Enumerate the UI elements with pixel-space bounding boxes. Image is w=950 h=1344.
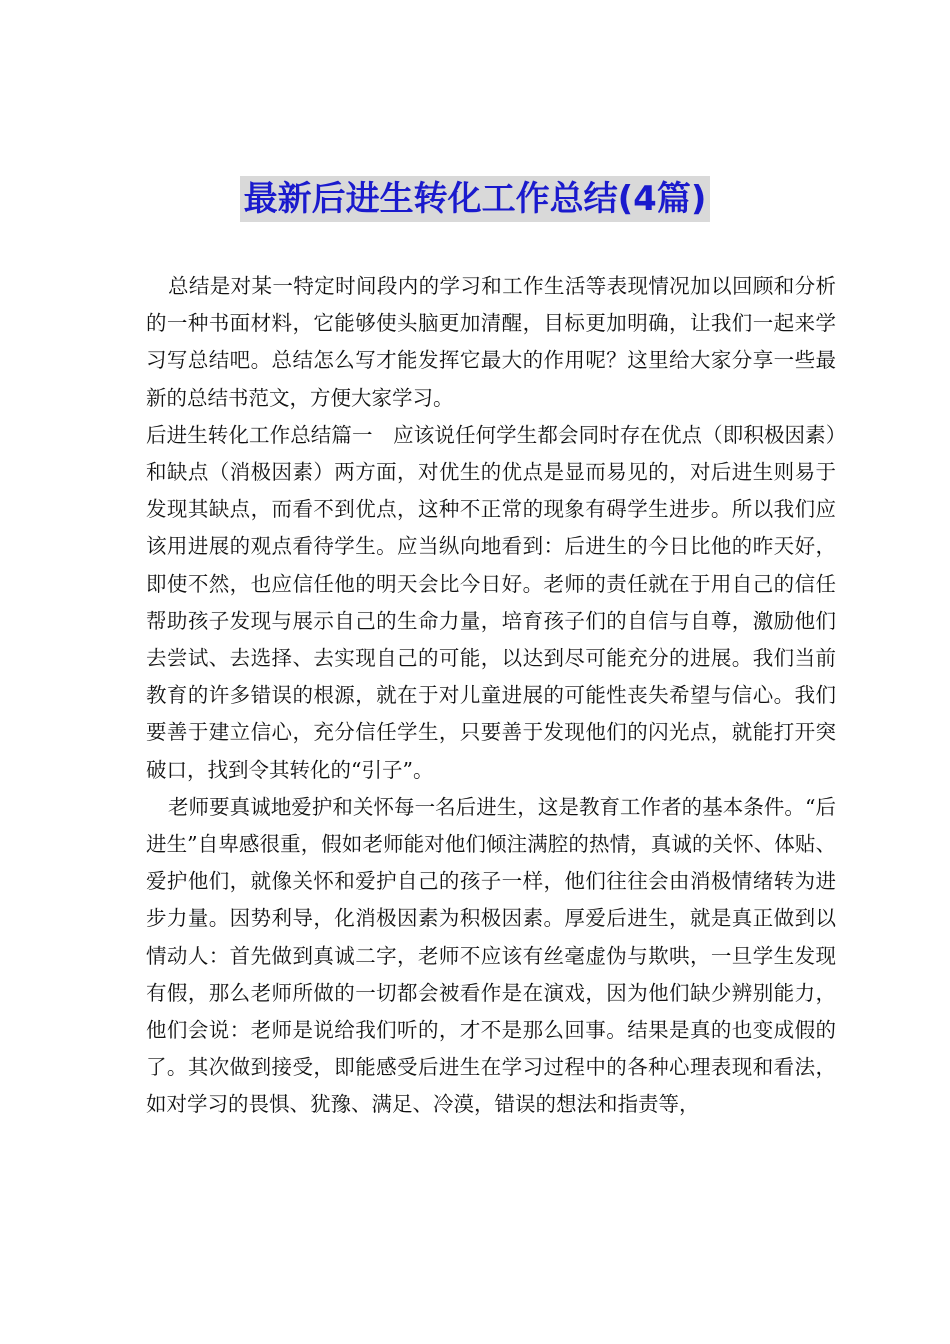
care-paragraph: 老师要真诚地爱护和关怀每一名后进生，这是教育工作者的基本条件。“后进生”自卑感很重，假如老师能对他们倾注满腔的热情，真诚的关怀、体贴、爱护他们，就像关怀和爱护自己的孩子一样，他们往往会由消极情绪转为进步力量。因势利导，化消极因素为积极因素。厚爱后进生，就是真正做到以情动人：首先做到真诚二字，老师不应该有丝毫虚伪与欺哄，一旦学生发现有假，那么老师所做的一切都会被看作是在演戏，因为他们缺少辨别能力，他们会说：老师是说给我们听的，才不是那么回事。结果是真的也变成假的了。其次做到接受，即能感受后进生在学习过程中的各种心理表现和看法，如对学习的畏惧、犹豫、满足、冷漠，错误的想法和指责等， — [146, 794, 836, 1117]
document-title: 最新后进生转化工作总结(4篇) — [240, 176, 711, 222]
document-body — [146, 268, 836, 1124]
section-one-paragraph: 后进生转化工作总结篇一 应该说任何学生都会同时存在优点（即积极因素）和缺点（消极因素）两方面，对优生的优点是显而易见的，对后进生则易于发现其缺点，而看不到优点，这种不正常的现象有碍学生进步。所以我们应该用进展的观点看待学生。应当纵向地看到：后进生的今日比他的昨天好，即使不然，也应信任他的明天会比今日好。老师的责任就在于用自己的信任帮助孩子发现与展示自己的生命力量，培育孩子们的自信与自尊，激励他们去尝试、去选择、去实现自己的可能，以达到尽可能充分的进展。我们当前教育的许多错误的根源，就在于对儿童进展的可能性丧失希望与信心。我们要善于建立信心，充分信任学生，只要善于发现他们的闪光点，就能打开突破口，找到令其转化的“引子”。 — [146, 422, 836, 782]
intro-paragraph: 总结是对某一特定时间段内的学习和工作生活等表现情况加以回顾和分析的一种书面材料，它能够使头脑更加清醒，目标更加明确，让我们一起来学习写总结吧。总结怎么写才能发挥它最大的作用呢？这里给大家分享一些最新的总结书范文，方便大家学习。 — [146, 274, 836, 410]
title-container — [0, 176, 950, 222]
